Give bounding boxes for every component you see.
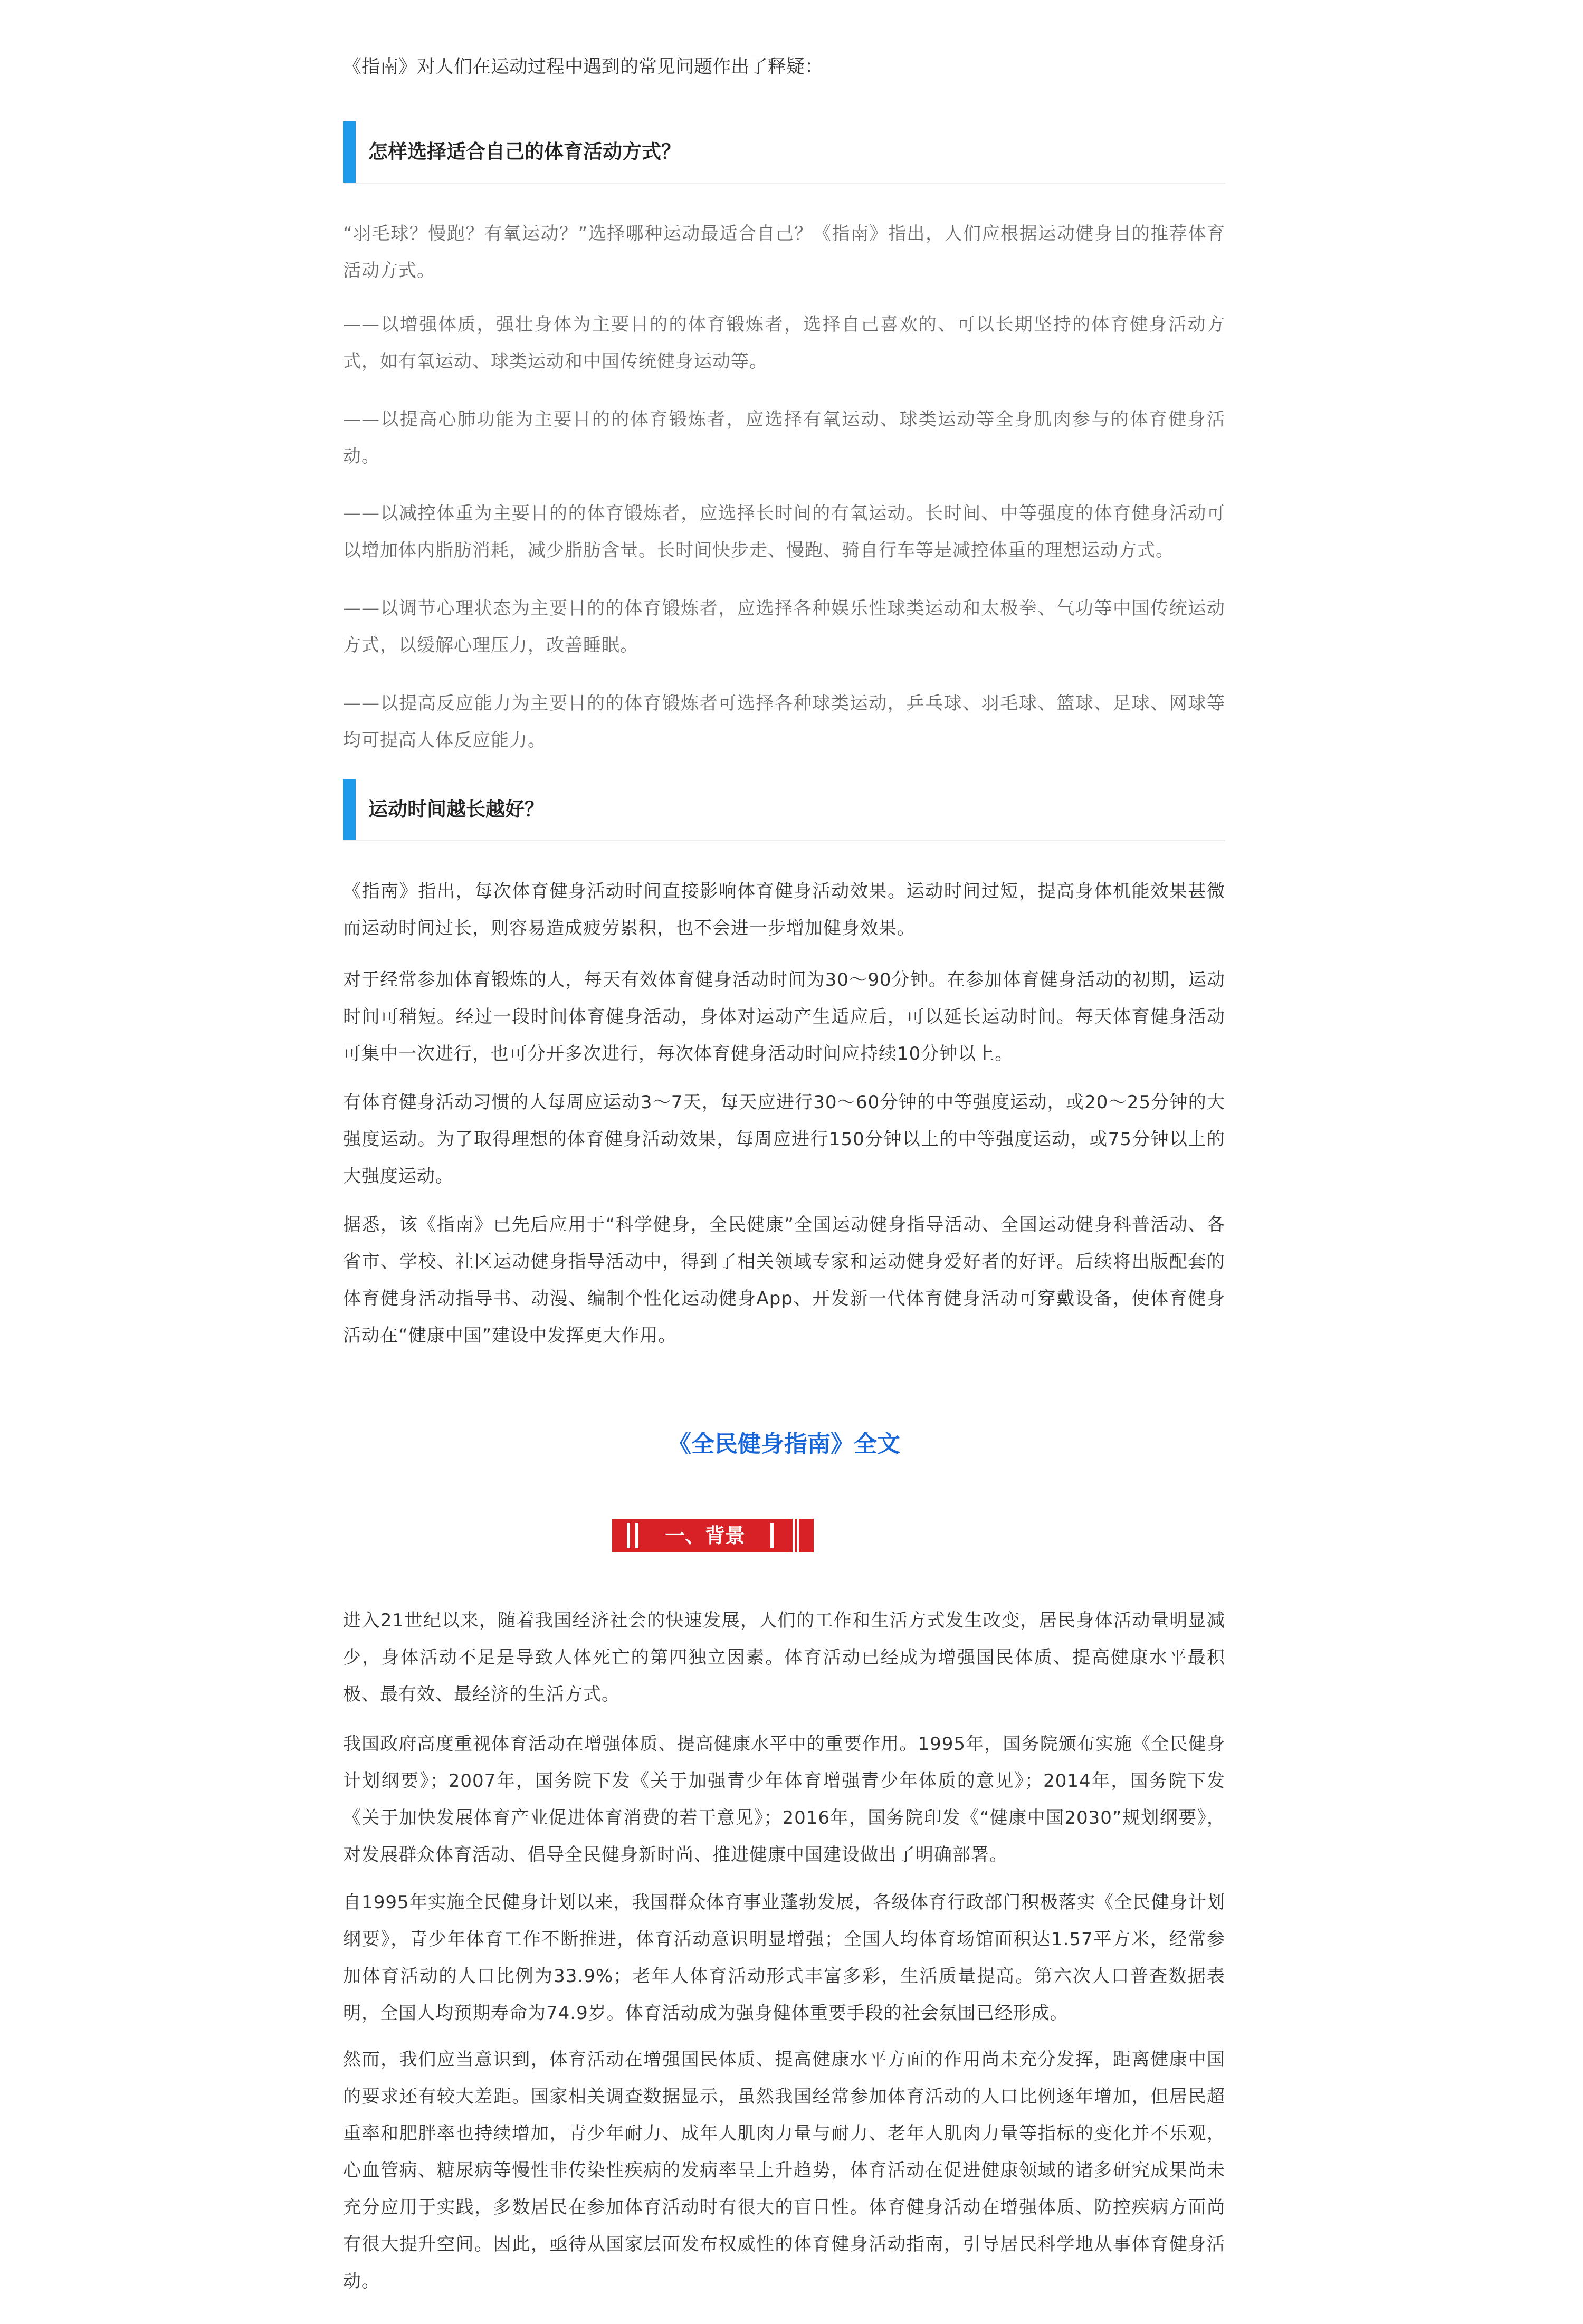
paragraph xyxy=(343,1884,1225,2032)
paragraph xyxy=(343,590,1225,664)
paragraph xyxy=(343,685,1225,759)
section-heading-text: 怎样选择适合自己的体育活动方式？ xyxy=(368,140,681,163)
section-heading-activity-choice xyxy=(343,121,1225,184)
paragraph xyxy=(343,873,1225,947)
paragraph-text: 据悉，该《指南》已先后应用于“科学健身，全民健康”全国运动健身指导活动、全国运动健身科普活动、各省市、学校、社区运动健身指导活动中，得到了相关领域专家和运动健身爱好者的好评。后续将出版配套的体育健身活动指导书、动漫、编制个性化运动健身App、开发新一代体育健身活动可穿戴设备，使体育健身活动在“健康中国”建设中发挥更大作用。 xyxy=(343,1214,1225,1346)
paragraph-text: “羽毛球？慢跑？有氧运动？”选择哪种运动最适合自己？《指南》指出，人们应根据运动健身目的推荐体育活动方式。 xyxy=(343,223,1225,281)
paragraph xyxy=(343,401,1225,475)
section-banner-background xyxy=(612,1519,814,1552)
banner-tail xyxy=(799,1519,814,1552)
paragraph xyxy=(343,1726,1225,1873)
intro-text: 《指南》对人们在运动过程中遇到的常见问题作出了释疑： xyxy=(343,56,824,78)
banner-stripe xyxy=(635,1523,638,1548)
paragraph xyxy=(343,495,1225,569)
paragraph xyxy=(343,2041,1225,2300)
paragraph-text: ——以增强体质，强壮身体为主要目的的体育锻炼者，选择自己喜欢的、可以长期坚持的体育健身活动方式，如有氧运动、球类运动和中国传统健身运动等。 xyxy=(343,314,1225,372)
paragraph-text: 然而，我们应当意识到，体育活动在增强国民体质、提高健康水平方面的作用尚未充分发挥，距离健康中国的要求还有较大差距。国家相关调查数据显示，虽然我国经常参加体育活动的人口比例逐年增加，但居民超重率和肥胖率也持续增加，青少年耐力、成年人肌肉力量与耐力、老年人肌肉力量等指标的变化并不乐观，心血管病、糖尿病等慢性非传染性疾病的发病率呈上升趋势，体育活动在促进健康领域的诸多研究成果尚未充分应用于实践，多数居民在参加体育活动时有很大的盲目性。体育健身活动在增强体质、防控疾病方面尚有很大提升空间。因此，亟待从国家层面发布权威性的体育健身活动指南，引导居民科学地从事体育健身活动。 xyxy=(343,2049,1225,2292)
banner-label: 一、背景 xyxy=(664,1524,745,1547)
banner-stripe xyxy=(627,1523,630,1548)
paragraph xyxy=(343,1602,1225,1713)
paragraph-text: ——以提高心肺功能为主要目的的体育锻炼者，应选择有氧运动、球类运动等全身肌肉参与的体育健身活动。 xyxy=(343,409,1225,467)
paragraph-text: 我国政府高度重视体育活动在增强体质、提高健康水平中的重要作用。1995年，国务院颁布实施《全民健身计划纲要》；2007年，国务院下发《关于加强青少年体育增强青少年体质的意见》；2014年，国务院下发《关于加快发展体育产业促进体育消费的若干意见》；2016年，国务院印发《“健康中国2030”规划纲要》，对发展群众体育活动、倡导全民健身新时尚、推进健康中国建设做出了明确部署。 xyxy=(343,1734,1225,1865)
paragraph xyxy=(343,306,1225,380)
paragraph-text: 有体育健身活动习惯的人每周应运动3～7天，每天应进行30～60分钟的中等强度运动，或20～25分钟的大强度运动。为了取得理想的体育健身活动效果，每周应进行150分钟以上的中等强度运动，或75分钟以上的大强度运动。 xyxy=(343,1092,1225,1187)
section-heading-text: 运动时间越长越好？ xyxy=(368,798,544,821)
heading-accent-bar xyxy=(343,779,356,840)
heading-accent-bar xyxy=(343,121,356,183)
banner-stripe xyxy=(770,1523,774,1548)
paragraph-text: ——以减控体重为主要目的的体育锻炼者，应选择长时间的有氧运动。长时间、中等强度的体育健身活动可以增加体内脂肪消耗，减少脂肪含量。长时间快步走、慢跑、骑自行车等是减控体重的理想运动方式。 xyxy=(343,503,1225,561)
paragraph-text: ——以提高反应能力为主要目的的体育锻炼者可选择各种球类运动，乒乓球、羽毛球、篮球、足球、网球等均可提高人体反应能力。 xyxy=(343,693,1225,751)
paragraph xyxy=(343,1206,1225,1354)
paragraph-text: 进入21世纪以来，随着我国经济社会的快速发展，人们的工作和生活方式发生改变，居民身体活动量明显减少，身体活动不足是导致人体死亡的第四独立因素。体育活动已经成为增强国民体质、提高健康水平最积极、最有效、最经济的生活方式。 xyxy=(343,1610,1225,1705)
fulltext-title: 《全民健身指南》全文 xyxy=(668,1431,900,1458)
banner-tail xyxy=(795,1519,797,1552)
paragraph-text: ——以调节心理状态为主要目的的体育锻炼者，应选择各种娱乐性球类运动和太极拳、气功等中国传统运动方式，以缓解心理压力，改善睡眠。 xyxy=(343,598,1225,656)
paragraph xyxy=(343,1084,1225,1195)
paragraph-text: 《指南》指出，每次体育健身活动时间直接影响体育健身活动效果。运动时间过短，提高身体机能效果甚微而运动时间过长，则容易造成疲劳累积，也不会进一步增加健身效果。 xyxy=(343,881,1225,939)
paragraph xyxy=(343,215,1225,289)
paragraph-text: 自1995年实施全民健身计划以来，我国群众体育事业蓬勃发展，各级体育行政部门积极落实《全民健身计划纲要》，青少年体育工作不断推进，体育活动意识明显增强；全国人均体育场馆面积达1.57平方米，经常参加体育活动的人口比例为33.9%；老年人体育活动形式丰富多彩，生活质量提高。第六次人口普查数据表明，全国人均预期寿命为74.9岁。体育活动成为强身健体重要手段的社会氛围已经形成。 xyxy=(343,1892,1225,2024)
paragraph-text: 对于经常参加体育锻炼的人，每天有效体育健身活动时间为30～90分钟。在参加体育健身活动的初期，运动时间可稍短。经过一段时间体育健身活动，身体对运动产生适应后，可以延长运动时间。每天体育健身活动可集中一次进行，也可分开多次进行，每次体育健身活动时间应持续10分钟以上。 xyxy=(343,969,1225,1064)
paragraph xyxy=(343,961,1225,1072)
section-heading-exercise-duration xyxy=(343,779,1225,841)
